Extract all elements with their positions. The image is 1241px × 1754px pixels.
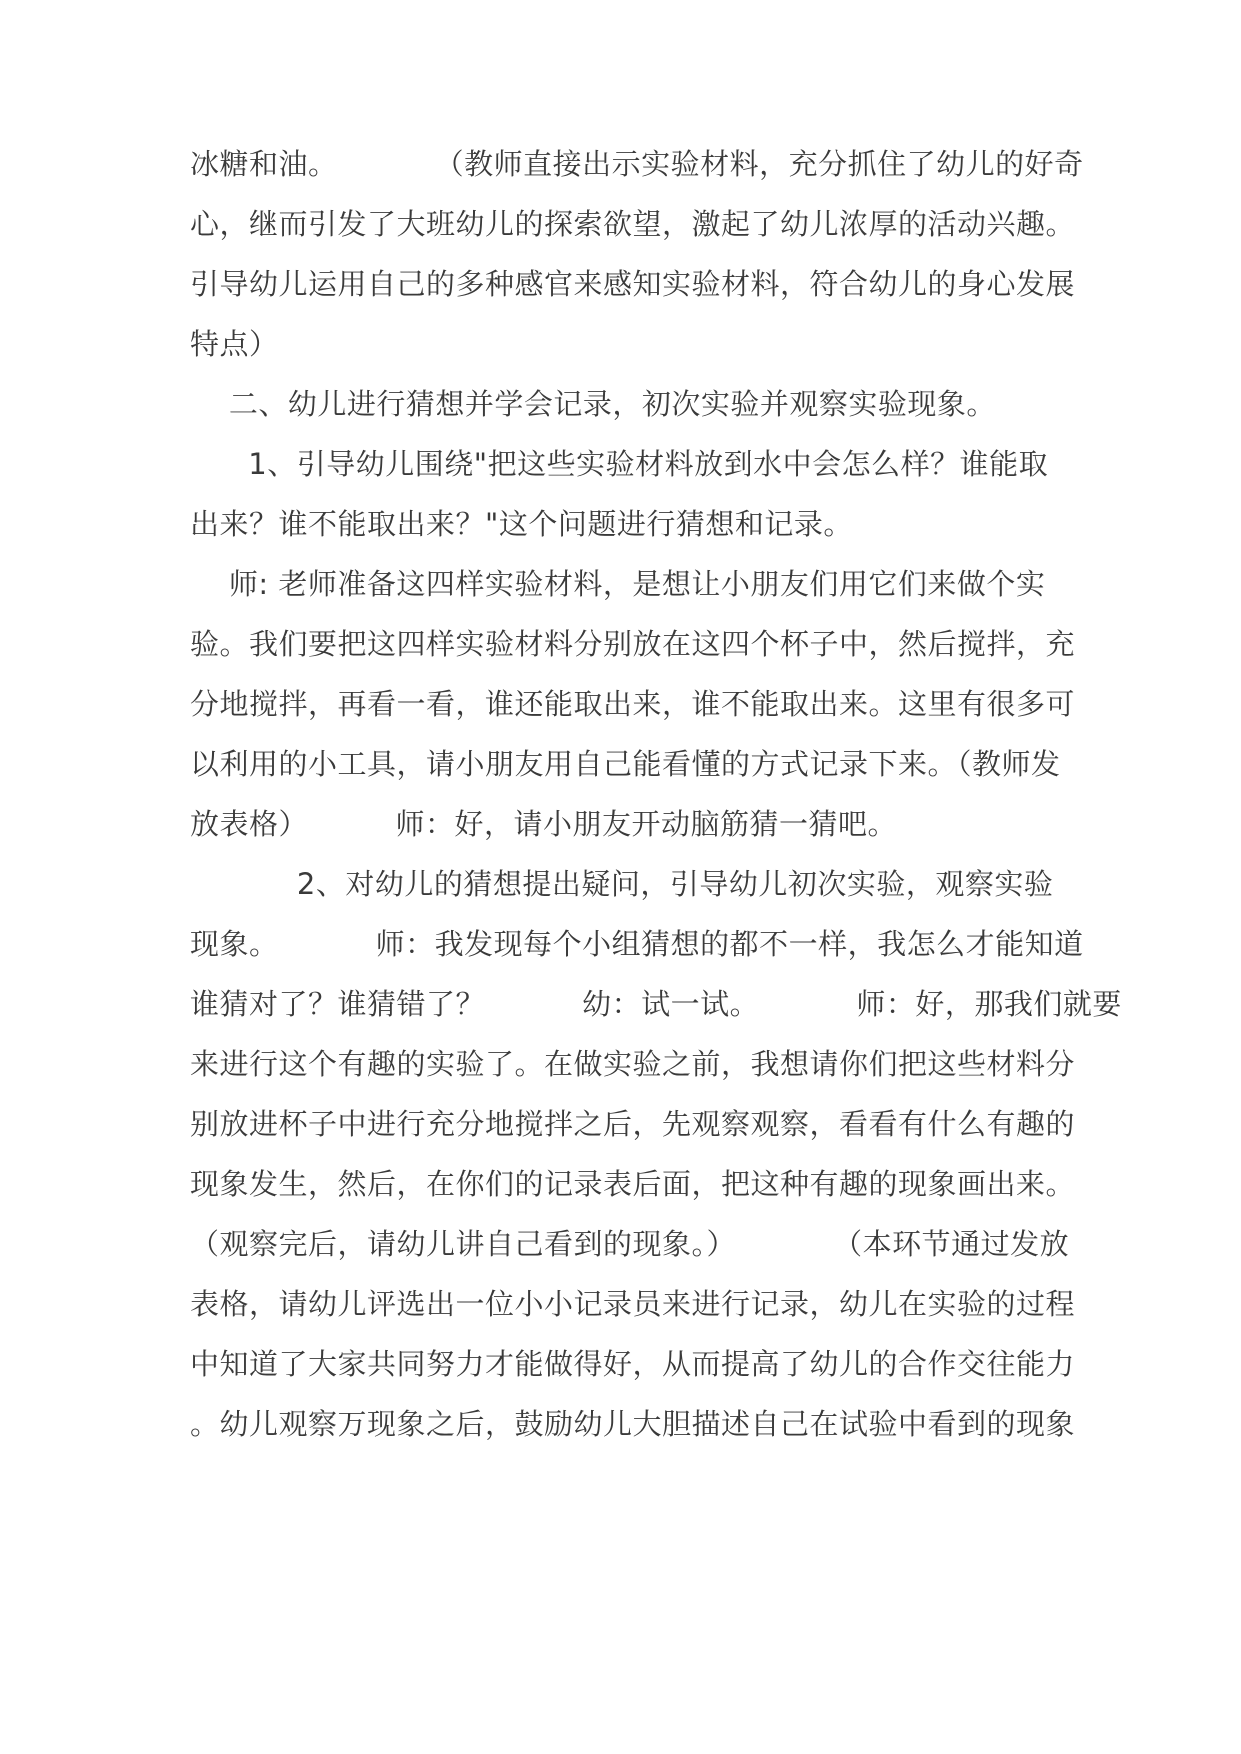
text-line: 2、对幼儿的猜想提出疑问，引导幼儿初次实验，观察实验 [190,867,1054,901]
text-line: 引导幼儿运用自己的多种感官来感知实验材料，符合幼儿的身心发展 [190,267,1076,301]
text-line: 来进行这个有趣的实验了。在做实验之前，我想请你们把这些材料分 [190,1047,1076,1081]
text-line: 谁猜对了？谁猜错了？ 幼：试一试。 师：好，那我们就要 [190,987,1122,1021]
text-line: （观察完后，请幼儿讲自己看到的现象。） （本环节通过发放 [190,1227,1070,1261]
text-line: 冰糖和油。 （教师直接出示实验材料，充分抓住了幼儿的好奇 [190,147,1084,181]
text-line: 现象发生，然后，在你们的记录表后面，把这种有趣的现象画出来。 [190,1167,1076,1201]
text-line: 师: 老师准备这四样实验材料，是想让小朋友们用它们来做个实 [190,567,1046,601]
text-line: 现象。 师：我发现每个小组猜想的都不一样，我怎么才能知道 [190,927,1084,961]
text-line: 1、引导幼儿围绕"把这些实验材料放到水中会怎么样？谁能取 [190,447,1049,481]
text-line: 放表格） 师：好，请小朋友开动脑筋猜一猜吧。 [190,807,897,841]
text-line: 分地搅拌，再看一看，谁还能取出来，谁不能取出来。这里有很多可 [190,687,1076,721]
text-line: 中知道了大家共同努力才能做得好，从而提高了幼儿的合作交往能力 [190,1347,1076,1381]
text-line: 表格，请幼儿评选出一位小小记录员来进行记录，幼儿在实验的过程 [190,1287,1076,1321]
text-line: 特点） [190,327,279,361]
text-line: 心，继而引发了大班幼儿的探索欲望，激起了幼儿浓厚的活动兴趣。 [190,207,1076,241]
text-line: 出来？谁不能取出来？"这个问题进行猜想和记录。 [190,507,853,541]
text-line: 以利用的小工具，请小朋友用自己能看懂的方式记录下来。（教师发 [190,747,1061,781]
text-line: 别放进杯子中进行充分地搅拌之后，先观察观察，看看有什么有趣的 [190,1107,1076,1141]
text-line: 验。我们要把这四样实验材料分别放在这四个杯子中，然后搅拌，充 [190,627,1076,661]
section-heading: 二、幼儿进行猜想并学会记录，初次实验并观察实验现象。 [190,387,996,421]
text-line: 。幼儿观察万现象之后，鼓励幼儿大胆描述自己在试验中看到的现象 [190,1407,1076,1441]
